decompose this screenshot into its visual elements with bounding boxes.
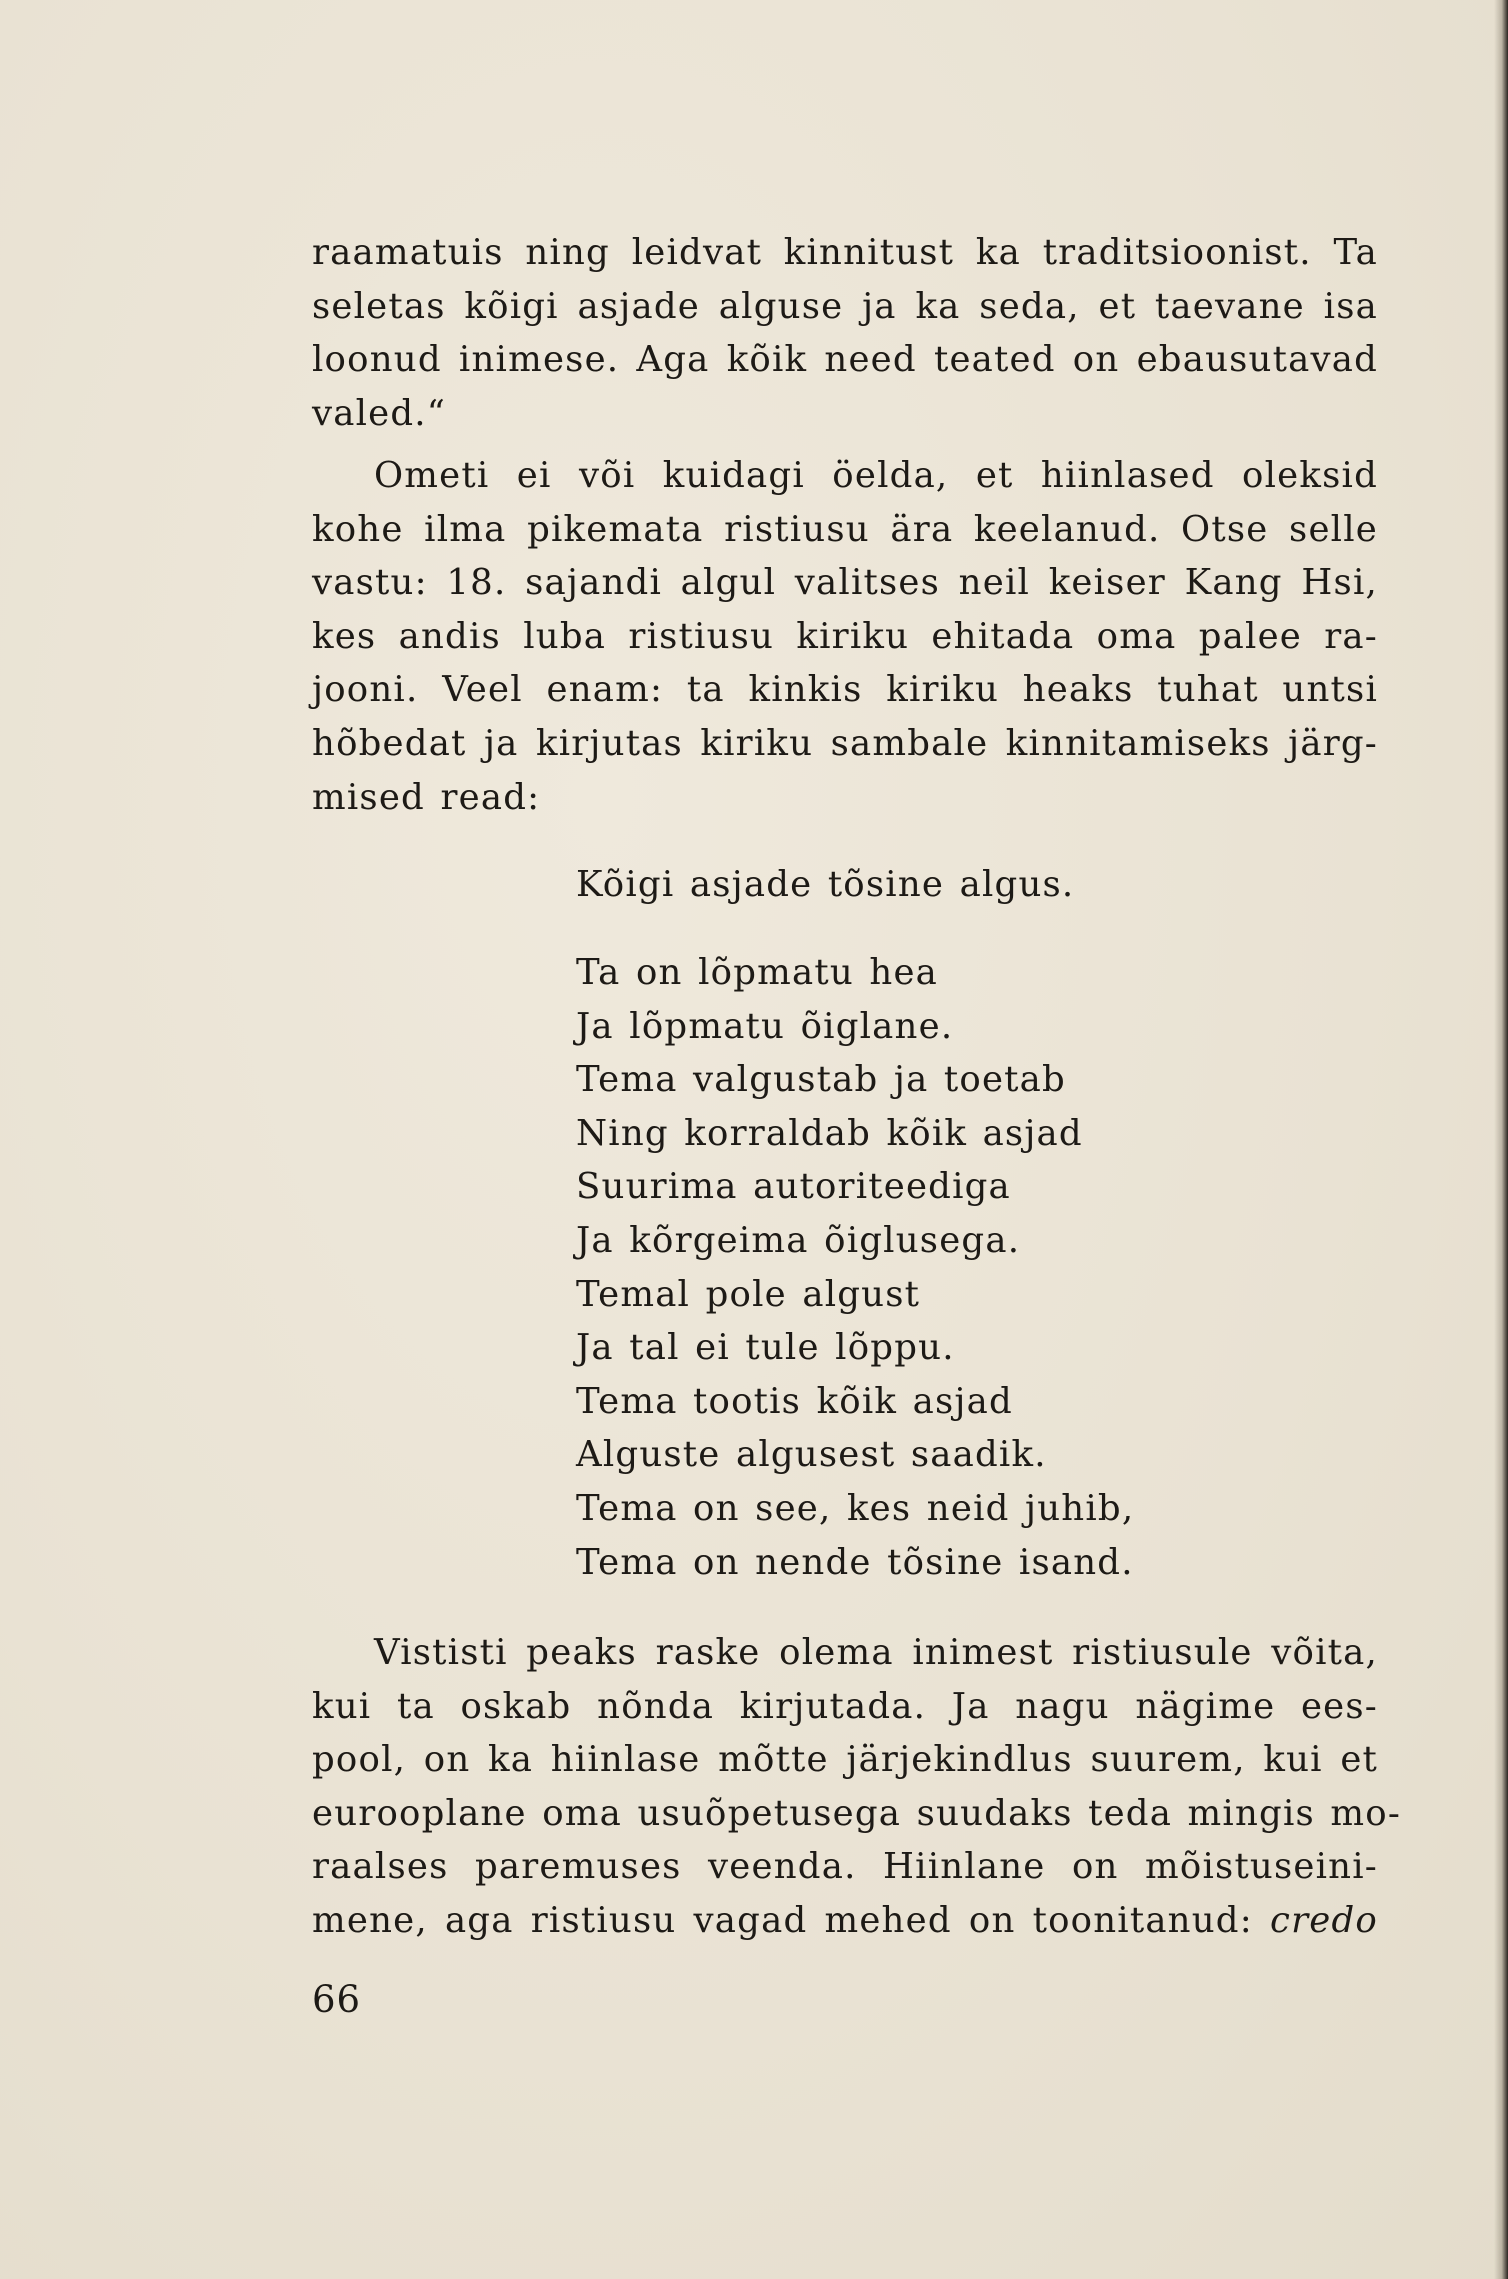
poem-line: Tema valgustab ja toetab <box>576 1059 1066 1101</box>
poem-title <box>576 858 1074 912</box>
poem-line: Ja lõpmatu õiglane. <box>576 1005 954 1047</box>
paragraph-1 <box>312 226 1378 440</box>
text-line: pool, on ka hiinlase mõtte järjekindlus suurem, kui et <box>312 1739 1378 1781</box>
text-line: raalses paremuses veenda. Hiinlane on mõistuseini- <box>312 1846 1378 1888</box>
text-line: loonud inimese. Aga kõik need teated on ebausutavad <box>312 339 1378 381</box>
text-line: kohe ilma pikemata ristiusu ära keelanud. Otse selle <box>312 508 1378 550</box>
page-number: 66 <box>312 1978 362 2021</box>
poem-line: Temal pole algust <box>576 1273 921 1315</box>
poem-line: Ja tal ei tule lõppu. <box>576 1327 955 1369</box>
text-line: raamatuis ning leidvat kinnitust ka traditsioonist. Ta <box>312 232 1378 273</box>
poem-body <box>576 946 1134 1589</box>
poem-line: Ja kõrgeima õiglusega. <box>576 1219 1021 1261</box>
text-line: valed.“ <box>312 392 447 434</box>
text-line: mised read: <box>312 776 541 818</box>
poem-line: Tema tootis kõik asjad <box>576 1380 1013 1422</box>
text-line: kes andis luba ristiusu kiriku ehitada oma palee ra- <box>312 615 1378 657</box>
paragraph-3 <box>312 1626 1402 1948</box>
text-line-with-italic <box>312 1894 1378 1948</box>
poem-line: Ta on lõpmatu hea <box>576 952 939 993</box>
italic-word: credo <box>1270 1899 1378 1941</box>
poem-line: Tema on see, kes neid juhib, <box>576 1487 1135 1529</box>
text-line: Ometi ei või kuidagi öelda, et hiinlased oleksid <box>374 455 1378 496</box>
text-line: vastu: 18. sajandi algul valitses neil keiser Kang Hsi, <box>312 562 1378 604</box>
text-segment: mene, aga ristiusu vagad mehed on toonitanud: <box>312 1899 1253 1941</box>
text-line: kui ta oskab nõnda kirjutada. Ja nagu nägime ees- <box>312 1685 1378 1727</box>
paragraph-2 <box>312 449 1378 824</box>
text-line: hõbedat ja kirjutas kiriku sambale kinnitamiseks järg- <box>312 722 1378 764</box>
poem-title-text: Kõigi asjade tõsine algus. <box>576 864 1075 905</box>
page-edge-shadow <box>1494 0 1508 2279</box>
text-line: jooni. Veel enam: ta kinkis kiriku heaks tuhat untsi <box>312 669 1378 711</box>
poem-line: Tema on nende tõsine isand. <box>576 1541 1134 1583</box>
poem-line: Suurima autoriteediga <box>576 1166 1011 1208</box>
poem-line: Ning korraldab kõik asjad <box>576 1112 1083 1154</box>
text-line: Vististi peaks raske olema inimest ristiusule võita, <box>374 1632 1378 1673</box>
text-line: eurooplane oma usuõpetusega suudaks teda mingis mo- <box>312 1792 1402 1834</box>
poem-line: Alguste algusest saadik. <box>576 1434 1047 1476</box>
text-line: seletas kõigi asjade alguse ja ka seda, et taevane isa <box>312 285 1378 327</box>
